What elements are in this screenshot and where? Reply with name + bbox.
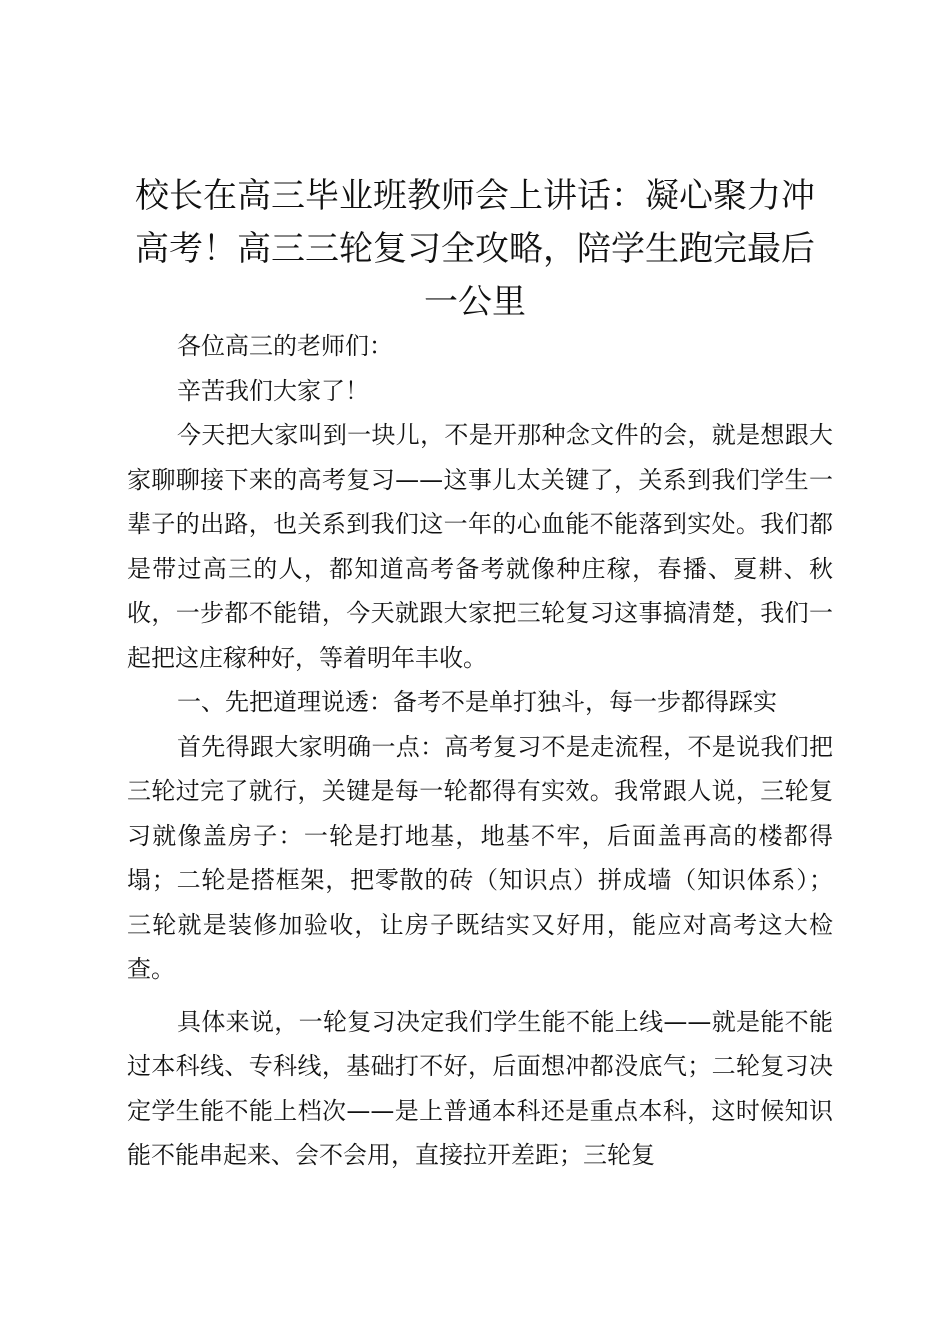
- greeting: 辛苦我们大家了！: [177, 376, 369, 405]
- section-paragraph: 首先得跟大家明确一点：高考复习不是走流程，不是说我们把三轮过完了就行，关键是每一轮都得有实效。我常跟人说，三轮复习就像盖房子：一轮是打地基，地基不牢，后面盖再高的楼都得塌；二轮是搭框架，把零散的砖（知识点）拼成墙（知识体系）；三轮就是装修加验收，让房子既结实又好用，能应对高考这大检查。: [127, 732, 833, 983]
- document-title: 校长在高三毕业班教师会上讲话：凝心聚力冲高考！高三三轮复习全攻略，陪学生跑完最后一公里: [135, 176, 815, 322]
- salutation: 各位高三的老师们：: [177, 332, 393, 360]
- intro-paragraph: 今天把大家叫到一块儿，不是开那种念文件的会，就是想跟大家聊聊接下来的高考复习——这事儿太关键了，关系到我们学生一辈子的出路，也关系到我们这一年的心血能不能落到实处。我们都是带过高三的人，都知道高考备考就像种庄稼，春播、夏耕、秋收，一步都不能错，今天就跟大家把三轮复习这事搞清楚，我们一起把这庄稼种好，等着明年丰收。: [127, 421, 833, 672]
- section-heading: 一、先把道理说透：备考不是单打独斗，每一步都得踩实: [177, 688, 777, 716]
- section-paragraph: 具体来说，一轮复习决定我们学生能不能上线——就是能不能过本科线、专科线，基础打不好，后面想冲都没底气；二轮复习决定学生能不能上档次——是上普通本科还是重点本科，这时候知识能不能串起来、会不会用，直接拉开差距；三轮复: [127, 1007, 833, 1169]
- document-body: [127, 324, 833, 1178]
